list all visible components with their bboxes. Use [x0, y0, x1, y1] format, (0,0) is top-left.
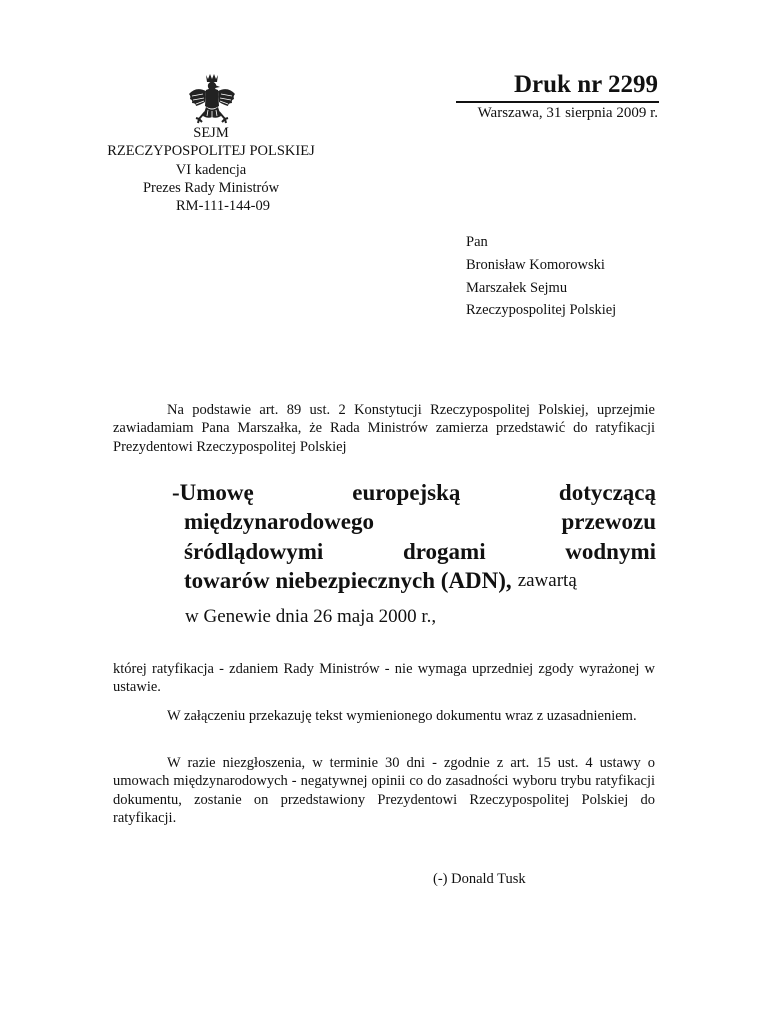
title-word: dotyczącą	[558, 480, 656, 505]
addressee-line: Marszałek Sejmu	[466, 279, 568, 296]
title-word: wodnymi	[565, 538, 656, 564]
paragraph-procedure: W razie niezgłoszenia, w terminie 30 dni - zgodnie z art. 15 ust. 4 ustawy o umowach międzynarodowych - negatywnej opinii co do zasadności wyboru trybu ratyfikacji dokumentu, zostanie on przedstawiony Prezydentowi Rzeczypospolitej Polskiej do ratyfikacji.	[113, 755, 655, 827]
title-word: europejską	[352, 480, 461, 505]
title-word: śródlądowymi	[184, 538, 324, 564]
addressee-line: Pan	[466, 234, 488, 250]
sender-header	[80, 124, 342, 215]
signature: (-) Donald Tusk	[433, 871, 526, 887]
header-line-kadencja: VI kadencja	[175, 161, 247, 178]
header-line-rp: RZECZYPOSPOLITEJ POLSKIEJ	[107, 143, 315, 160]
addressee-block	[466, 231, 616, 322]
header-line-reference: RM-111-144-09	[176, 198, 270, 215]
title-word: drogami	[402, 538, 486, 564]
title-word: przewozu	[561, 509, 656, 535]
polish-eagle-emblem-icon	[186, 72, 238, 128]
agreement-title	[172, 478, 656, 596]
document-number: Druk nr 2299	[513, 71, 658, 98]
paragraph-attachment: W załączeniu przekazuję tekst wymienionego dokumentu wraz z uzasadnieniem.	[167, 708, 637, 724]
addressee-line: Bronisław Komorowski	[466, 256, 605, 273]
title-word: zawartą	[517, 570, 577, 592]
title-word: -Umowę	[172, 480, 254, 505]
paragraph-intro: Na podstawie art. 89 ust. 2 Konstytucji Rzeczypospolitej Polskiej, uprzejmie zawiadamiam Pana Marszałka, że Rada Ministrów zamierza przedstawić do ratyfikacji Prezydentowi Rzeczypospolitej Polskiej	[113, 402, 655, 455]
title-word: towarów niebezpiecznych (ADN),	[184, 568, 512, 594]
document-date: Warszawa, 31 sierpnia 2009 r.	[477, 105, 658, 121]
paragraph-ratification-note: której ratyfikacja - zdaniem Rady Ministrów - nie wymaga uprzedniej zgody wyrażonej w ustawie.	[113, 661, 655, 696]
title-word: międzynarodowego	[184, 509, 374, 535]
header-line-prezes: Prezes Rady Ministrów	[142, 179, 280, 196]
header-line-sejm: SEJM	[193, 125, 229, 141]
title-line	[184, 507, 656, 536]
title-line	[184, 537, 656, 566]
title-line	[172, 478, 656, 507]
title-line	[184, 566, 656, 595]
addressee-line: Rzeczypospolitej Polskiej	[466, 302, 617, 319]
agreement-place-date: w Genewie dnia 26 maja 2000 r.,	[185, 606, 437, 627]
